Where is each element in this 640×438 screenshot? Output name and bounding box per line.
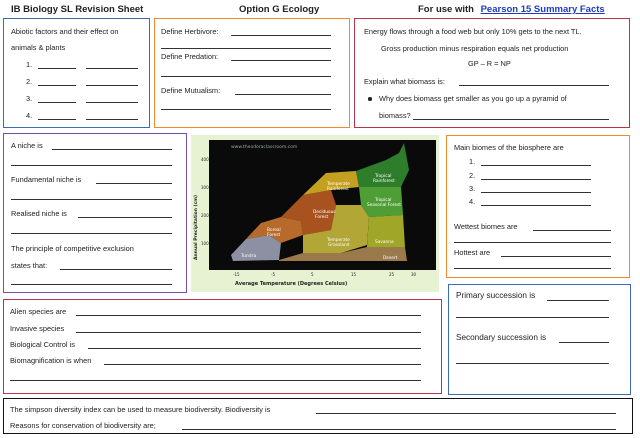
abiotic-answer-line[interactable]: [38, 102, 76, 103]
x-tick: -5: [271, 272, 275, 277]
abiotic-num-3: 3.: [26, 94, 33, 103]
conservation-reasons-label: Reasons for conservation of biodiversity are;: [10, 421, 156, 430]
energy-flow-text: Energy flows through a food web but only 10% gets to the next TL.: [364, 27, 582, 36]
x-tick: 5: [311, 272, 314, 277]
realised-answer-line[interactable]: [11, 233, 172, 234]
define-predation-label: Define Predation:: [161, 52, 219, 61]
primary-succession-label: Primary succession is: [456, 291, 536, 300]
fundamental-answer-line[interactable]: [11, 199, 172, 200]
label-boreal-forest: Boreal Forest: [267, 228, 281, 238]
chart-watermark: www.theodoraclassroom.com: [231, 145, 298, 150]
biome-diagram-frame: [191, 135, 439, 292]
predation-answer-line[interactable]: [161, 76, 331, 77]
invasive-species-label: Invasive species: [10, 324, 65, 333]
label-savanna: Savanna: [375, 240, 394, 245]
define-herbivore-label: Define Herbivore:: [161, 27, 219, 36]
biome-answer-line[interactable]: [481, 179, 591, 180]
hottest-answer-line[interactable]: [454, 268, 611, 269]
y-tick: 300: [201, 185, 209, 190]
energy-flow-box: [354, 18, 630, 128]
label-desert: Desert: [383, 256, 398, 261]
fundamental-niche-label: Fundamental niche is: [11, 175, 82, 184]
abiotic-num-2: 2.: [26, 77, 33, 86]
niche-label: A niche is: [11, 141, 43, 150]
label-deciduous-forest: Deciduous Forest: [313, 210, 336, 220]
control-answer-line[interactable]: [88, 348, 421, 349]
abiotic-answer-line[interactable]: [38, 85, 76, 86]
exclusion-answer-line[interactable]: [60, 269, 172, 270]
secondary-succession-label: Secondary succession is: [456, 333, 547, 342]
simpson-diversity-box: [3, 398, 633, 434]
label-tropical-rainforest: Tropical Rainforest: [373, 174, 395, 184]
label-tropical-seasonal: Tropical Seasonal Forest: [367, 198, 401, 208]
biome-answer-line[interactable]: [481, 165, 591, 166]
alien-answer-line[interactable]: [76, 315, 421, 316]
invasive-answer-line[interactable]: [76, 332, 421, 333]
main-biomes-box: [446, 135, 630, 278]
label-temperate-rainforest: Temperate Rainforest: [327, 182, 350, 192]
pearson-summary-link[interactable]: Pearson 15 Summary Facts: [480, 4, 605, 15]
herbivore-answer-line[interactable]: [231, 35, 331, 36]
abiotic-num-4: 4.: [26, 111, 33, 120]
biome-num-4: 4.: [469, 197, 476, 206]
biome-diagram: [191, 135, 439, 292]
primary-answer-line[interactable]: [547, 300, 609, 301]
niche-answer-line[interactable]: [11, 165, 172, 166]
wettest-biomes-label: Wettest biomes are: [454, 222, 518, 231]
competitive-exclusion-label: The principle of competitive exclusion: [11, 244, 134, 253]
y-tick: 200: [201, 213, 209, 218]
y-axis-label: Annual Precipitation (cm): [194, 195, 199, 260]
abiotic-answer-line[interactable]: [86, 85, 138, 86]
biomes-title: Main biomes of the biosphere are: [454, 143, 564, 152]
mutualism-answer-line[interactable]: [235, 94, 331, 95]
sheet-topic: Option G Ecology: [239, 4, 320, 15]
predation-answer-line[interactable]: [231, 60, 331, 61]
label-tundra: Tundra: [241, 254, 257, 259]
biome-num-2: 2.: [469, 171, 476, 180]
abiotic-text-2: animals & plants: [11, 43, 66, 52]
abiotic-answer-line[interactable]: [38, 119, 76, 120]
x-axis-label: Average Temperature (Degrees Celsius): [235, 281, 348, 287]
pyramid-question-end: biomass?: [379, 111, 411, 120]
primary-answer-line[interactable]: [456, 317, 609, 318]
secondary-answer-line[interactable]: [456, 363, 609, 364]
abiotic-text-1: Abiotic factors and their effect on: [11, 27, 119, 36]
abiotic-answer-line[interactable]: [86, 102, 138, 103]
biomass-answer-line[interactable]: [459, 85, 609, 86]
biome-num-3: 3.: [469, 184, 476, 193]
x-tick: -15: [233, 272, 240, 277]
succession-box: [448, 284, 631, 395]
herbivore-answer-line[interactable]: [161, 48, 331, 49]
mutualism-answer-line[interactable]: [161, 109, 331, 110]
y-tick: 400: [201, 157, 209, 162]
realised-niche-label: Realised niche is: [11, 209, 67, 218]
definitions-box: [154, 18, 350, 128]
abiotic-factors-box: [3, 18, 150, 128]
simpson-index-text: The simpson diversity index can be used to measure biodiversity. Biodiversity is: [10, 405, 271, 414]
biome-num-1: 1.: [469, 157, 476, 166]
source-prefix: For use with: [418, 4, 474, 15]
y-tick: 100: [201, 241, 209, 246]
wettest-answer-line[interactable]: [454, 242, 611, 243]
gross-production-text: Gross production minus respiration equals net production: [381, 44, 569, 53]
abiotic-num-1: 1.: [26, 60, 33, 69]
bullet-dot: [368, 97, 372, 101]
fundamental-answer-line[interactable]: [96, 183, 172, 184]
niche-box: [3, 133, 187, 293]
biomag-answer-line[interactable]: [10, 380, 421, 381]
abiotic-answer-line[interactable]: [86, 68, 138, 69]
x-tick: 30: [411, 272, 417, 277]
exclusion-answer-line[interactable]: [11, 284, 172, 285]
pyramid-answer-line[interactable]: [413, 119, 609, 120]
biodiversity-answer-line[interactable]: [316, 413, 616, 414]
label-temperate-grassland: Temperate Grassland: [327, 238, 350, 248]
production-formula: GP – R = NP: [468, 59, 511, 68]
conservation-answer-line[interactable]: [182, 429, 616, 430]
realised-answer-line[interactable]: [78, 217, 172, 218]
biomag-answer-line[interactable]: [104, 364, 421, 365]
sheet-source: [418, 4, 605, 15]
niche-answer-line[interactable]: [52, 149, 172, 150]
biological-control-label: Biological Control is: [10, 340, 75, 349]
biomagnification-label: Biomagnification is when: [10, 356, 92, 365]
define-mutualism-label: Define Mutualism:: [161, 86, 221, 95]
abiotic-answer-line[interactable]: [86, 119, 138, 120]
hottest-answer-line[interactable]: [501, 256, 611, 257]
x-tick: 15: [351, 272, 357, 277]
alien-species-label: Alien species are: [10, 307, 67, 316]
biome-answer-line[interactable]: [481, 205, 591, 206]
hottest-biomes-label: Hottest are: [454, 248, 491, 257]
pyramid-question: Why does biomass get smaller as you go up a pyramid of: [379, 94, 567, 103]
biome-answer-line[interactable]: [481, 192, 591, 193]
states-that-label: states that:: [11, 261, 48, 270]
sheet-title: IB Biology SL Revision Sheet: [11, 4, 144, 15]
abiotic-answer-line[interactable]: [38, 68, 76, 69]
alien-species-box: [3, 299, 442, 394]
biomass-label: Explain what biomass is:: [364, 77, 445, 86]
x-tick: 25: [389, 272, 395, 277]
secondary-answer-line[interactable]: [559, 342, 609, 343]
wettest-answer-line[interactable]: [533, 230, 611, 231]
